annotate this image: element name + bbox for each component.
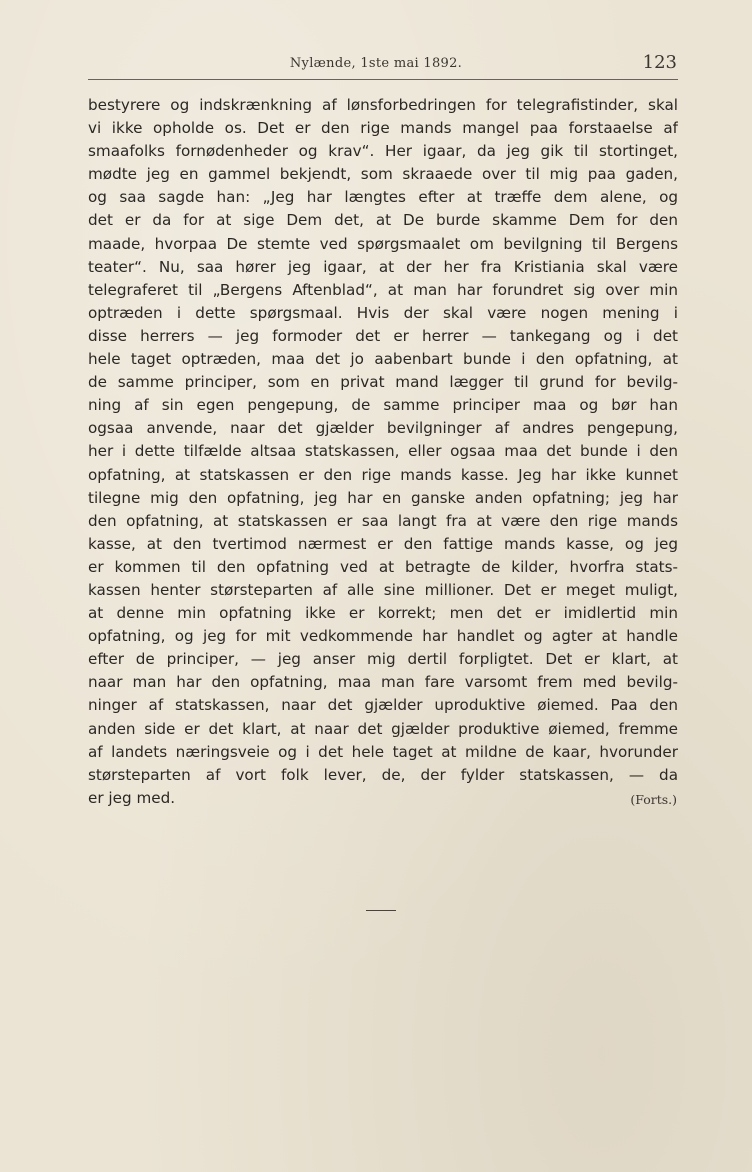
text-line: disse herrers — jeg formoder det er herrer — tankegang og i det xyxy=(88,326,678,345)
text-line: smaafolks fornødenheder og krav“. Her igaar, da jeg gik til stortinget, xyxy=(88,142,678,161)
text-line: maade, hvorpaa De stemte ved spørgsmaalet om bevilgning til Bergens xyxy=(88,234,678,253)
text-line: bestyrere og indskrænkning af lønsforbedringen for telegrafistinder, skal xyxy=(88,96,678,114)
text-line: teater“. Nu, saa hører jeg igaar, at der her fra Kristiania skal være xyxy=(88,257,678,276)
text-line: optræden i dette spørgsmaal. Hvis der skal være nogen mening i xyxy=(88,303,678,322)
text-line: mødte jeg en gammel bekjendt, som skraaede over til mig paa gaden, xyxy=(88,165,678,184)
text-line: tilegne mig den opfatning, jeg har en ganske anden opfatning; jeg har xyxy=(88,488,678,507)
text-line: telegraferet til „Bergens Aftenblad“, at man har forundret sig over min xyxy=(88,280,678,299)
page-number: 123 xyxy=(642,52,677,73)
header-rule xyxy=(88,79,678,80)
text-line: efter de principer, — jeg anser mig dertil forpligtet. Det er klart, at xyxy=(88,650,678,669)
text-line: at denne min opfatning ikke er korrekt; men det er imidlertid min xyxy=(88,604,678,623)
text-line: det er da for at sige Dem det, at De burde skamme Dem for den xyxy=(88,211,678,230)
text-line: anden side er det klart, at naar det gjælder produktive øiemed, fremme xyxy=(88,719,678,738)
section-divider xyxy=(366,910,396,911)
text-line: her i dette tilfælde altsaa statskassen, eller ogsaa maa det bunde i den xyxy=(88,442,678,461)
running-title: Nylænde, 1ste mai 1892. xyxy=(289,56,463,71)
text-line: ninger af statskassen, naar det gjælder uproduktive øiemed. Paa den xyxy=(88,696,678,715)
article-body xyxy=(88,94,678,810)
text-line: kassen henter størsteparten af alle sine millioner. Det er meget muligt, xyxy=(88,580,678,599)
text-line: de samme principer, som en privat mand lægger til grund for bevilg- xyxy=(88,373,678,392)
text-line: naar man har den opfatning, maa man fare varsomt frem med bevilg- xyxy=(88,673,678,692)
text-line-last: er jeg med. xyxy=(88,788,176,807)
text-line: opfatning, og jeg for mit vedkommende har handlet og agter at handle xyxy=(88,627,678,646)
text-line: den opfatning, at statskassen er saa langt fra at være den rige mands xyxy=(88,511,678,530)
text-line: hele taget optræden, maa det jo aabenbart bunde i den opfatning, at xyxy=(88,350,678,369)
text-line: størsteparten af vort folk lever, de, der fylder statskassen, — da xyxy=(88,765,678,784)
text-line: kasse, at den tvertimod nærmest er den fattige mands kasse, og jeg xyxy=(88,534,678,553)
text-line: ning af sin egen pengepung, de samme principer maa og bør han xyxy=(88,396,678,415)
text-line: vi ikke opholde os. Det er den rige mands mangel paa forstaaelse af xyxy=(88,119,678,138)
text-line: ogsaa anvende, naar det gjælder bevilgninger af andres pengepung, xyxy=(88,419,678,438)
text-line: opfatning, at statskassen er den rige mands kasse. Jeg har ikke kunnet xyxy=(88,465,678,484)
text-line: af landets næringsveie og i det hele taget at mildne de kaar, hvorunder xyxy=(88,742,678,761)
text-line: og saa sagde han: „Jeg har længtes efter at træffe dem alene, og xyxy=(88,188,678,207)
continued-marker: (Forts.) xyxy=(630,792,677,807)
text-line: er kommen til den opfatning ved at betragte de kilder, hvorfra stats- xyxy=(88,557,678,576)
